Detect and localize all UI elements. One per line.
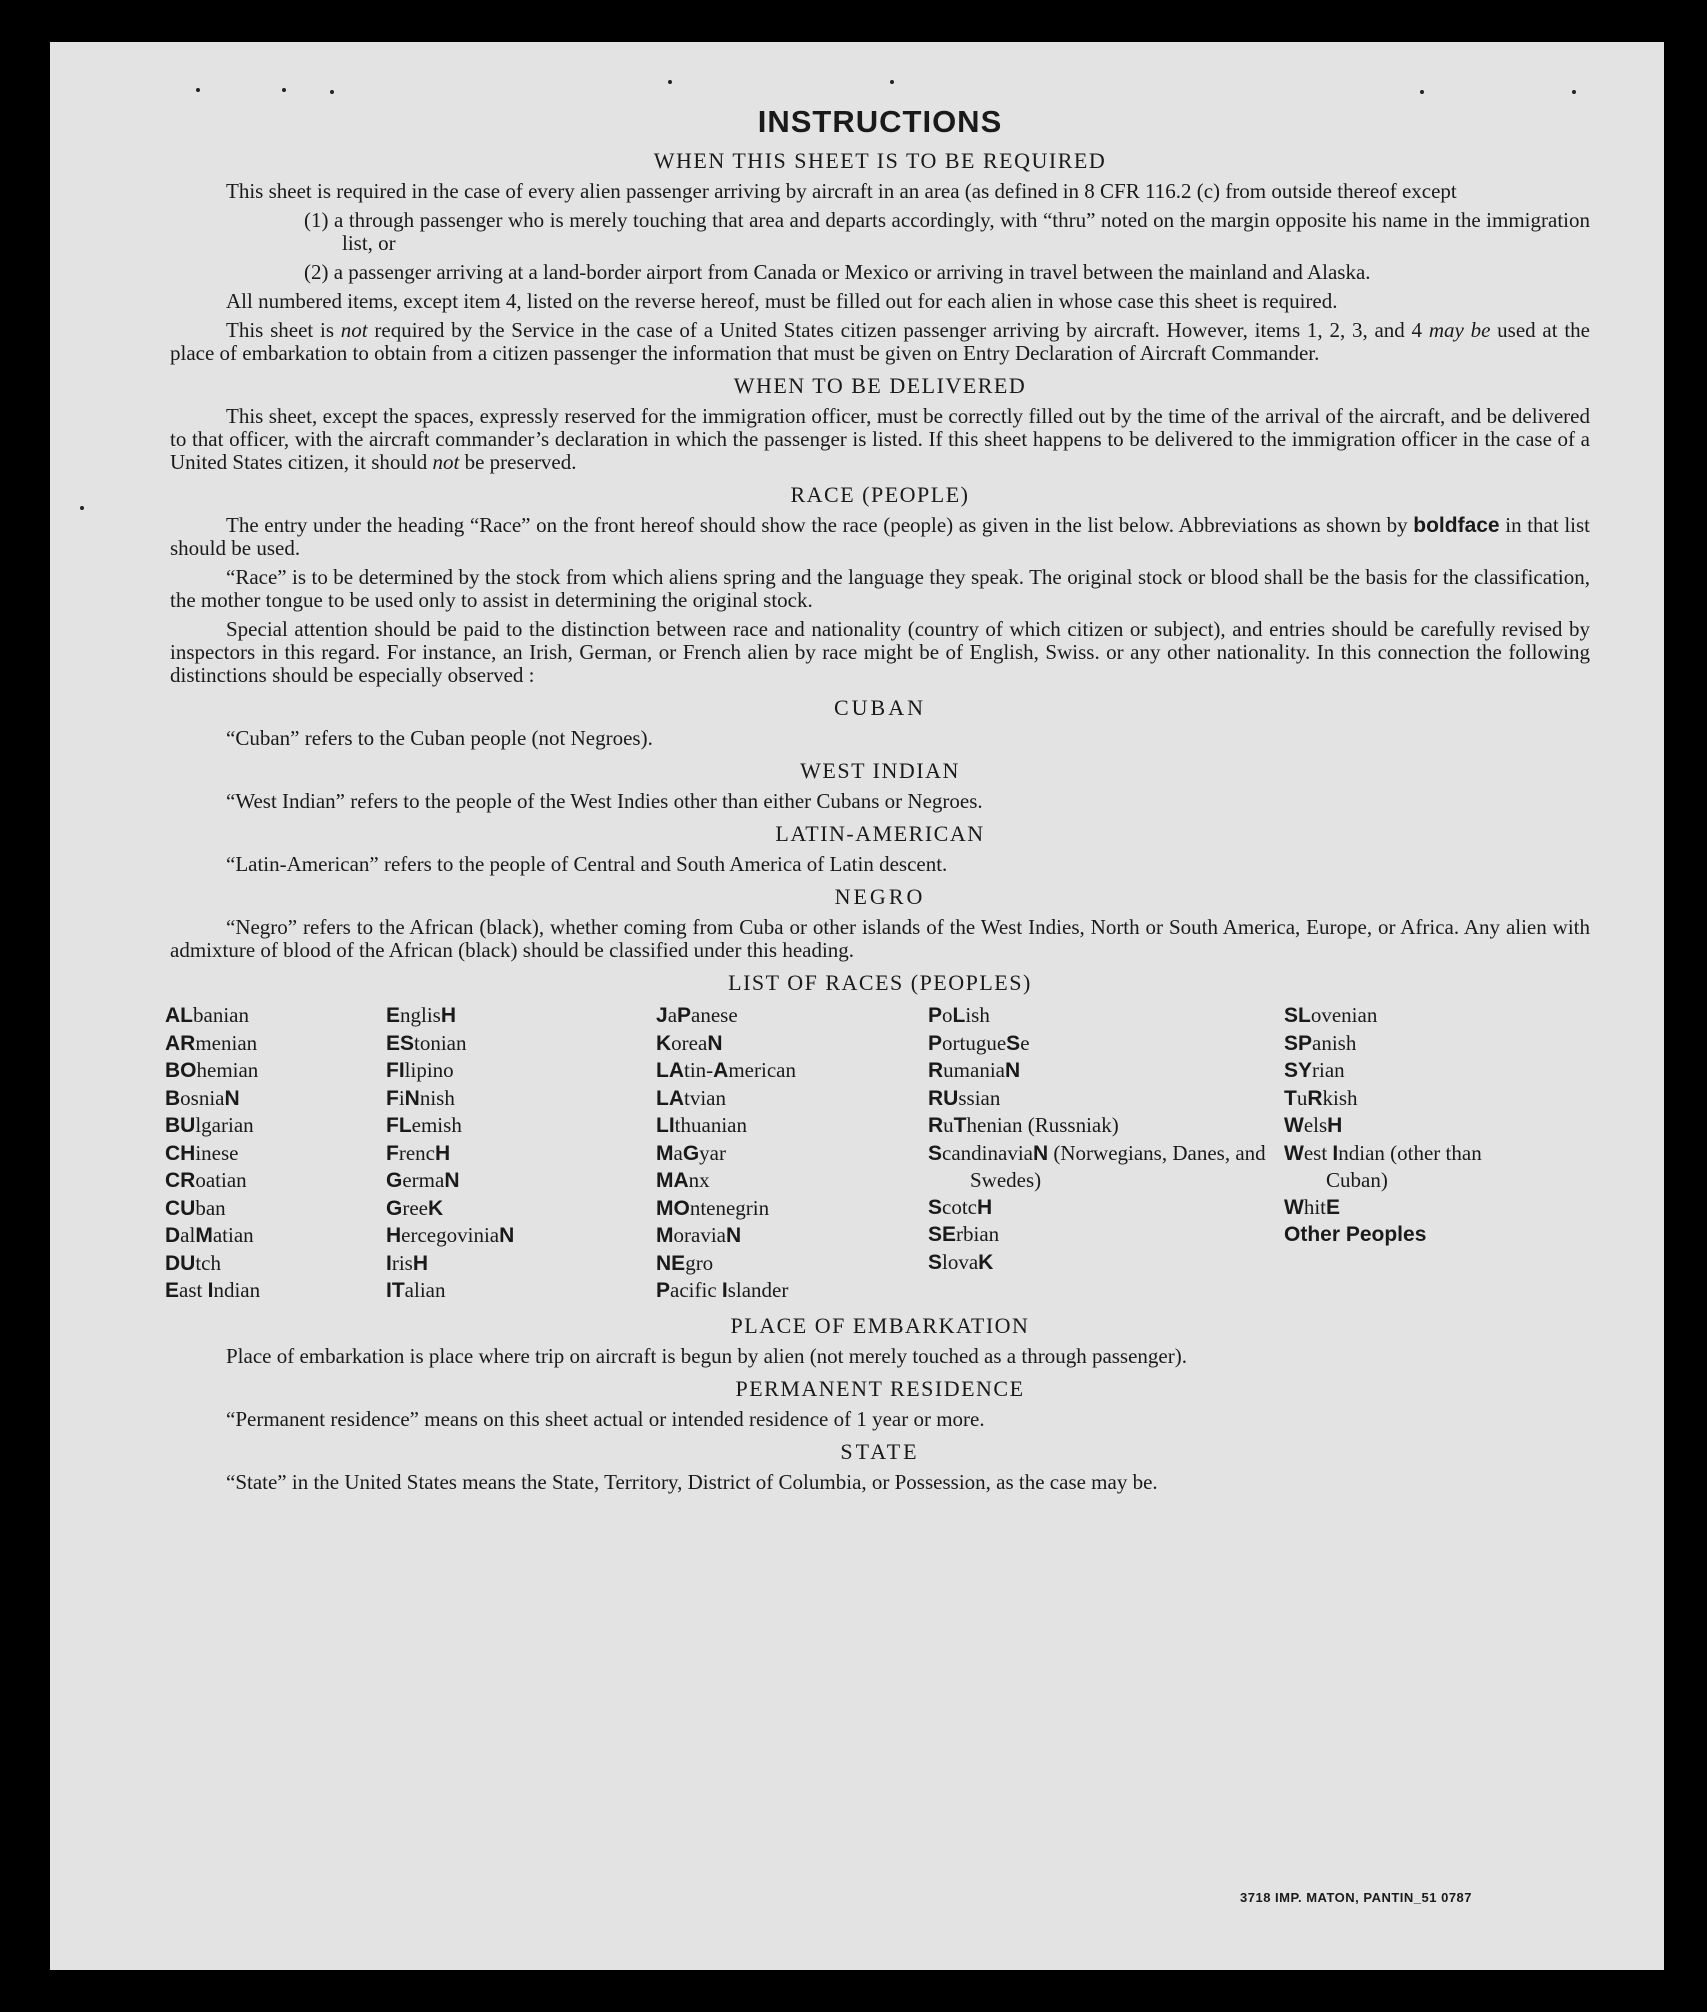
race-entry (656, 1057, 928, 1085)
race-entry (386, 1002, 656, 1030)
race-text: slander (727, 1278, 789, 1302)
race-abbreviation: I (386, 1251, 392, 1275)
race-abbreviation: MO (656, 1196, 690, 1220)
race-text: alian (404, 1278, 446, 1302)
race-text: osnia (180, 1085, 225, 1110)
speck (80, 506, 84, 510)
race-text: henian (Russniak) (966, 1113, 1119, 1137)
race-entry (656, 1140, 928, 1168)
race-text: lova (942, 1249, 979, 1274)
paragraph-delivered-part: This sheet, except the spaces, expressly reserved for the immigration officer, must be correctly filled out by the time of the arrival of the aircraft, and be delivered to that officer, with the aircraft commander’s declaration in which the passenger is listed. If this sheet happens to be delivered to the immigration officer in the case of a United States citizen, it should (170, 404, 1590, 474)
race-abbreviation: K (427, 1196, 444, 1220)
race-text: o (942, 1003, 953, 1027)
races-list (165, 1002, 1590, 1305)
race-abbreviation: A (713, 1059, 729, 1082)
race-text: ndian (213, 1278, 261, 1302)
race-abbreviation: H (977, 1195, 993, 1219)
race-entry (165, 1195, 386, 1223)
race-abbreviation: H (412, 1251, 429, 1275)
race-entry (386, 1222, 656, 1250)
race-abbreviation: P (656, 1279, 671, 1302)
race-entry (928, 1085, 1284, 1113)
race-abbreviation: FI (386, 1059, 405, 1082)
race-text: nglis (400, 1003, 441, 1027)
race-abbreviation: H (1327, 1114, 1343, 1137)
race-entry (1284, 1057, 1534, 1085)
race-entry (1284, 1140, 1534, 1194)
race-abbreviation: BU (165, 1114, 196, 1137)
document-sheet (50, 42, 1664, 1970)
race-abbreviation: CR (165, 1169, 196, 1192)
paragraph-citizen (170, 319, 1590, 365)
race-entry (928, 1002, 1284, 1030)
race-entry (386, 1085, 656, 1113)
race-abbreviation: RU (928, 1086, 959, 1110)
race-abbreviation: N (444, 1169, 460, 1192)
section-heading-list-of-races: LIST OF RACES (PEOPLES) (728, 970, 1032, 995)
race-abbreviation: S (928, 1250, 943, 1274)
section-heading-residence: PERMANENT RESIDENCE (735, 1375, 1025, 1401)
race-abbreviation: BO (165, 1059, 197, 1082)
paragraph-citizen-part: used at the place of embarkation to obtain from a citizen passenger the information that must be given on Entry Declaration of Aircraft Commander. (170, 318, 1590, 365)
race-abbreviation: N (224, 1086, 240, 1110)
race-abbreviation: H (440, 1004, 457, 1027)
race-text: orea (671, 1030, 708, 1055)
race-abbreviation: T (1284, 1086, 1297, 1110)
race-abbreviation: SL (1284, 1004, 1311, 1027)
section-heading-when-delivered: WHEN TO BE DELIVERED (733, 373, 1027, 398)
race-text: hit (1303, 1194, 1326, 1219)
race-abbreviation: N (1004, 1059, 1021, 1082)
races-column (386, 1002, 656, 1305)
races-column (928, 1002, 1284, 1305)
race-text: est (1303, 1140, 1333, 1165)
race-abbreviation: S (928, 1141, 943, 1165)
race-abbreviation: K (656, 1031, 672, 1055)
section-heading-west-indian: WEST INDIAN (800, 758, 960, 783)
race-abbreviation: IT (386, 1279, 405, 1302)
race-text: nx (688, 1168, 710, 1192)
race-text: inese (195, 1140, 239, 1165)
race-abbreviation: E (1326, 1195, 1341, 1219)
race-entry (928, 1112, 1284, 1140)
race-text: tch (195, 1250, 221, 1275)
race-text: rian (1312, 1058, 1345, 1082)
race-text: yar (699, 1140, 726, 1165)
race-abbreviation: LI (656, 1114, 675, 1137)
race-abbreviation: G (682, 1141, 700, 1165)
race-abbreviation: R (928, 1114, 944, 1137)
race-abbreviation: LA (656, 1059, 684, 1082)
paragraph-required-intro: This sheet is required in the case of every alien passenger arriving by aircraft in an area (as defined in 8 CFR 116.2 (c) from outside thereof except (226, 179, 1457, 203)
race-entry (656, 1222, 928, 1250)
emphasis-not: not (432, 450, 460, 474)
section-heading-latin-american: LATIN-AMERICAN (775, 821, 985, 846)
speck (668, 80, 672, 84)
race-abbreviation: AL (165, 1004, 193, 1027)
paragraph-numbered-items: All numbered items, except item 4, listed on the reverse hereof, must be filled out for each alien in whose case this sheet is required. (226, 289, 1338, 313)
race-text: tvian (684, 1085, 726, 1110)
emphasis-not: not (340, 318, 368, 342)
race-entry (386, 1195, 656, 1223)
race-text: acific (670, 1278, 722, 1302)
section-heading-state: STATE (840, 1438, 920, 1464)
race-entry (656, 1002, 928, 1030)
race-entry (656, 1250, 928, 1278)
race-text: merican (728, 1058, 796, 1082)
paragraph-cuban: “Cuban” refers to the Cuban people (not Negroes). (226, 726, 653, 750)
race-entry (656, 1112, 928, 1140)
race-abbreviation: F (386, 1141, 399, 1165)
instructions-content (165, 104, 1591, 1500)
race-abbreviation: I (721, 1279, 728, 1302)
race-abbreviation: E (165, 1279, 180, 1302)
race-abbreviation: T (953, 1114, 967, 1137)
printer-mark: 3718 IMP. MATON, PANTIN_51 0787 (1240, 1890, 1473, 1905)
race-text: cotc (942, 1194, 977, 1219)
race-abbreviation: G (386, 1169, 403, 1192)
race-entry (656, 1195, 928, 1223)
race-abbreviation: G (386, 1196, 403, 1220)
race-entry (386, 1030, 656, 1058)
race-entry (1284, 1194, 1534, 1222)
race-entry (656, 1030, 928, 1058)
boldface-word: boldface (1413, 514, 1500, 537)
race-text: ndian (other than Cuban) (1326, 1140, 1482, 1192)
race-entry (1284, 1030, 1534, 1058)
race-abbreviation: N (1032, 1141, 1049, 1165)
race-abbreviation: M (656, 1224, 674, 1247)
race-entry (1284, 1085, 1534, 1113)
race-abbreviation: AR (165, 1031, 196, 1055)
race-abbreviation: H (386, 1224, 402, 1247)
races-column (165, 1002, 386, 1305)
race-text: atian (212, 1223, 254, 1247)
paragraph-delivered (170, 405, 1590, 474)
race-text: rbian (956, 1222, 1000, 1246)
race-text: candinavia (942, 1140, 1033, 1165)
paragraph-west-indian: “West Indian” refers to the people of the West Indies other than either Cubans or Negroes. (226, 789, 983, 813)
race-text: ortugue (942, 1030, 1007, 1055)
race-entry (1284, 1112, 1534, 1140)
races-column (656, 1002, 928, 1305)
race-entry (165, 1085, 386, 1113)
race-text: erma (402, 1168, 445, 1192)
race-entry (928, 1030, 1284, 1058)
paragraph-race-determined: “Race” is to be determined by the stock from which aliens spring and the language they speak. The original stock or blood shall be the basis for the classification, the mother tongue to be used only to assist in determining the original stock. (170, 565, 1590, 612)
race-entry (656, 1277, 928, 1305)
race-abbreviation: E (386, 1004, 401, 1027)
race-abbreviation: SE (928, 1223, 957, 1246)
race-text: ast (179, 1278, 208, 1302)
race-text: tonian (414, 1030, 467, 1055)
race-abbreviation: M (195, 1224, 213, 1247)
race-text: u (1296, 1085, 1308, 1110)
race-text: lgarian (195, 1113, 254, 1137)
race-abbreviation: MA (656, 1169, 689, 1192)
race-text: ish (965, 1003, 990, 1027)
race-abbreviation: B (165, 1086, 181, 1110)
race-text: i (398, 1085, 405, 1110)
race-text: gro (685, 1250, 714, 1275)
speck (1420, 90, 1424, 94)
race-entry (165, 1002, 386, 1030)
race-entry (165, 1277, 386, 1305)
race-entry (928, 1249, 1284, 1277)
race-abbreviation: CH (165, 1141, 196, 1165)
race-abbreviation: L (952, 1004, 966, 1027)
race-entry (165, 1112, 386, 1140)
race-entry (165, 1250, 386, 1278)
section-heading-cuban: CUBAN (833, 695, 926, 720)
exception-item-1: (1) a through passenger who is merely touching that area and departs accordingly, with “thru” noted on the margin opposite his name in the immigration list, or (304, 208, 1590, 255)
paragraph-citizen-part: required by the Service in the case of a United States citizen passenger arriving by aircraft. However, items 1, 2, 3, and 4 (367, 318, 1429, 342)
paragraph-race-distinction: Special attention should be paid to the distinction between race and nationality (country of which citizen or subject), and entries should be carefully revised by inspectors in this regard. For instance, an Irish, German, or French alien by race might be of English, Swiss. or any other nationality. In this connection the following distinctions should be especially observed : (170, 617, 1590, 687)
race-text: ree (402, 1195, 428, 1220)
section-heading-embarkation: PLACE OF EMBARKATION (730, 1312, 1030, 1338)
race-abbreviation: ES (386, 1031, 415, 1055)
race-abbreviation: LA (656, 1086, 684, 1110)
race-entry (1284, 1221, 1534, 1249)
race-entry (386, 1112, 656, 1140)
race-abbreviation: I (207, 1279, 214, 1302)
paragraph-citizen-part: This sheet is (226, 318, 341, 342)
emphasis-may-be: may be (1428, 318, 1491, 342)
race-text: ris (391, 1250, 413, 1275)
page-title: INSTRUCTIONS (757, 104, 1003, 139)
race-abbreviation: P (928, 1004, 943, 1027)
speck (282, 88, 286, 92)
race-text: ovenian (1310, 1003, 1378, 1027)
section-heading-when-required: WHEN THIS SHEET IS TO BE REQUIRED (653, 148, 1107, 173)
race-abbreviation: P (928, 1031, 943, 1055)
race-entry (656, 1167, 928, 1195)
race-abbreviation: N (499, 1224, 515, 1247)
race-text: e (1020, 1030, 1030, 1055)
race-abbreviation: N (404, 1086, 420, 1110)
speck (330, 90, 334, 94)
race-abbreviation: W (1284, 1195, 1304, 1219)
race-text: ban (195, 1195, 226, 1220)
race-text: tin- (684, 1058, 714, 1082)
race-text: anish (1312, 1030, 1357, 1055)
race-text: nish (419, 1085, 455, 1110)
race-abbreviation: FL (386, 1114, 412, 1137)
speck (196, 88, 200, 92)
race-text: els (1303, 1113, 1328, 1137)
race-text: banian (193, 1003, 249, 1027)
exception-item-2: (2) a passenger arriving at a land-border airport from Canada or Mexico or arriving in travel between the mainland and Alaska. (304, 260, 1371, 284)
race-abbreviation: K (978, 1250, 994, 1274)
race-abbreviation: SY (1284, 1059, 1313, 1082)
race-abbreviation: P (677, 1004, 692, 1027)
race-entry (928, 1057, 1284, 1085)
paragraph-residence: “Permanent residence” means on this sheet actual or intended residence of 1 year or more. (226, 1406, 985, 1431)
race-text: thuanian (674, 1113, 747, 1137)
race-text: kish (1322, 1085, 1358, 1110)
race-text: lipino (404, 1058, 454, 1082)
race-abbreviation: D (165, 1224, 181, 1247)
race-text: menian (195, 1030, 258, 1055)
race-text: (Norwegians, Danes, and Swedes) (970, 1140, 1266, 1192)
race-text: emish (411, 1113, 462, 1137)
paragraph-state: “State” in the United States means the State, Territory, District of Columbia, or Possession, as the case may be. (226, 1469, 1158, 1494)
race-entry (165, 1057, 386, 1085)
race-abbreviation: R (928, 1059, 944, 1082)
paragraph-race-part: The entry under the heading “Race” on the front hereof should show the race (people) as given in the list below. Abbreviations as shown by (226, 513, 1414, 537)
race-entry (386, 1277, 656, 1305)
race-entry (928, 1221, 1284, 1249)
race-abbreviation: CU (165, 1196, 196, 1220)
race-entry (1284, 1002, 1534, 1030)
race-text: al (180, 1223, 196, 1247)
paragraph-negro: “Negro” refers to the African (black), whether coming from Cuba or other islands of the West Indies, North or South America, Europe, or Africa. Any alien with admixture of blood of the African (black) should be classified under this heading. (170, 915, 1590, 962)
race-entry (165, 1140, 386, 1168)
race-entry (386, 1057, 656, 1085)
race-abbreviation: H (434, 1141, 451, 1165)
race-text: oravia (673, 1223, 726, 1247)
race-entry (928, 1194, 1284, 1222)
section-heading-negro: NEGRO (834, 884, 926, 909)
race-abbreviation: F (386, 1086, 399, 1110)
race-abbreviation: R (1307, 1086, 1323, 1110)
race-abbreviation: W (1284, 1141, 1304, 1165)
race-text: oatian (195, 1168, 247, 1192)
race-abbreviation: SP (1284, 1031, 1313, 1055)
race-entry (928, 1140, 1284, 1194)
race-abbreviation: S (928, 1195, 943, 1219)
race-text: ssian (958, 1085, 1001, 1110)
race-abbreviation: S (1006, 1031, 1021, 1055)
race-text: umania (943, 1058, 1005, 1082)
race-entry (165, 1167, 386, 1195)
section-heading-race: RACE (PEOPLE) (790, 482, 970, 507)
race-entry (165, 1222, 386, 1250)
paragraph-race-entry (170, 514, 1590, 560)
race-entry (386, 1167, 656, 1195)
race-text: renc (398, 1140, 435, 1165)
speck (890, 80, 894, 84)
race-text: a (667, 1003, 678, 1027)
race-abbreviation: DU (165, 1251, 196, 1275)
speck (1572, 90, 1576, 94)
paragraph-delivered-part: be preserved. (459, 450, 577, 474)
race-text: ercegovinia (401, 1223, 500, 1247)
race-abbreviation: I (1332, 1141, 1339, 1165)
race-abbreviation: M (656, 1141, 674, 1165)
races-column (1284, 1002, 1534, 1305)
race-abbreviation: Other Peoples (1284, 1223, 1427, 1246)
race-abbreviation: N (725, 1224, 742, 1247)
race-abbreviation: W (1284, 1114, 1304, 1137)
paragraph-embarkation: Place of embarkation is place where trip on aircraft is begun by alien (not merely touched as a through passenger). (226, 1343, 1187, 1368)
race-text: u (943, 1113, 954, 1137)
race-abbreviation: J (656, 1004, 668, 1027)
race-entry (165, 1030, 386, 1058)
race-entry (386, 1140, 656, 1168)
race-abbreviation: N (707, 1031, 723, 1055)
paragraph-race-part: in that list should be used. (170, 513, 1591, 560)
race-text: anese (691, 1003, 738, 1027)
race-abbreviation: NE (656, 1251, 686, 1275)
race-text: hemian (196, 1058, 259, 1082)
race-text: ntenegrin (689, 1195, 770, 1220)
race-entry (386, 1250, 656, 1278)
paragraph-latin-american: “Latin-American” refers to the people of Central and South America of Latin descent. (226, 852, 948, 876)
race-text: a (673, 1140, 683, 1165)
race-entry (656, 1085, 928, 1113)
